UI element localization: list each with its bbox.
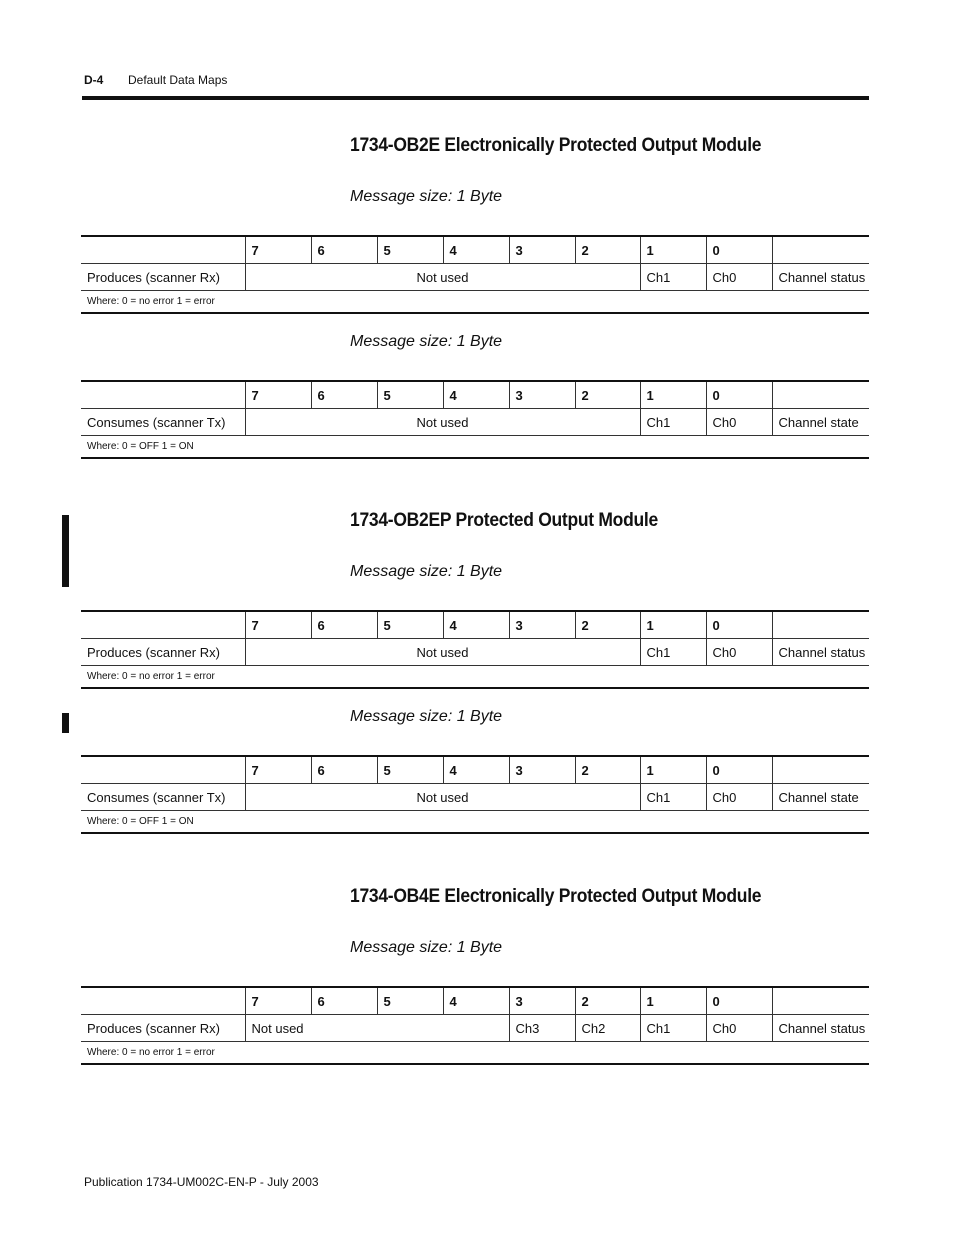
bit-1: 1	[640, 756, 706, 784]
not-used-cell: Not used	[245, 784, 640, 811]
bit-1: 1	[640, 236, 706, 264]
channel-cell: Ch2	[575, 1015, 640, 1042]
data-row	[81, 784, 869, 811]
status-header	[772, 236, 869, 264]
not-used-cell: Not used	[245, 1015, 509, 1042]
status-header	[772, 987, 869, 1015]
note-row	[81, 291, 869, 314]
section-title: 1734-OB2E Electronically Protected Output Module	[350, 135, 762, 156]
bit-2: 2	[575, 236, 640, 264]
data-map-table	[81, 380, 869, 459]
bit-1: 1	[640, 381, 706, 409]
data-row	[81, 409, 869, 436]
header-rule	[82, 96, 869, 100]
bit-3: 3	[509, 611, 575, 639]
status-label: Channel state	[772, 409, 869, 436]
data-row	[81, 639, 869, 666]
bit-0: 0	[706, 611, 772, 639]
bit-4: 4	[443, 611, 509, 639]
channel-cell: Ch0	[706, 264, 772, 291]
bit-7: 7	[245, 381, 311, 409]
note-row	[81, 436, 869, 459]
row-label-header	[81, 381, 245, 409]
bit-2: 2	[575, 381, 640, 409]
section-title: 1734-OB2EP Protected Output Module	[350, 510, 658, 531]
bit-header-row	[81, 756, 869, 784]
note-row	[81, 811, 869, 834]
bit-1: 1	[640, 987, 706, 1015]
table-note: Where: 0 = no error 1 = error	[81, 1042, 869, 1065]
bit-5: 5	[377, 756, 443, 784]
not-used-cell: Not used	[245, 264, 640, 291]
change-bar	[62, 515, 69, 587]
status-header	[772, 381, 869, 409]
bit-2: 2	[575, 756, 640, 784]
channel-cell: Ch1	[640, 264, 706, 291]
row-label: Produces (scanner Rx)	[81, 264, 245, 291]
row-label: Consumes (scanner Tx)	[81, 784, 245, 811]
bit-4: 4	[443, 381, 509, 409]
table-note: Where: 0 = OFF 1 = ON	[81, 436, 869, 459]
bit-6: 6	[311, 987, 377, 1015]
publication-footer: Publication 1734-UM002C-EN-P - July 2003	[84, 1175, 319, 1189]
bit-6: 6	[311, 611, 377, 639]
bit-1: 1	[640, 611, 706, 639]
page-number: D-4	[84, 73, 104, 87]
row-label-header	[81, 611, 245, 639]
bit-6: 6	[311, 236, 377, 264]
data-map-table	[81, 986, 869, 1065]
bit-5: 5	[377, 236, 443, 264]
data-map-table	[81, 235, 869, 314]
not-used-cell: Not used	[245, 409, 640, 436]
bit-3: 3	[509, 756, 575, 784]
channel-cell: Ch0	[706, 784, 772, 811]
row-label: Produces (scanner Rx)	[81, 639, 245, 666]
bit-0: 0	[706, 756, 772, 784]
status-label: Channel status	[772, 639, 869, 666]
row-label: Consumes (scanner Tx)	[81, 409, 245, 436]
channel-cell: Ch1	[640, 784, 706, 811]
note-row	[81, 1042, 869, 1065]
bit-7: 7	[245, 611, 311, 639]
data-row	[81, 264, 869, 291]
channel-cell: Ch1	[640, 639, 706, 666]
section-title: 1734-OB4E Electronically Protected Output Module	[350, 886, 762, 907]
bit-5: 5	[377, 987, 443, 1015]
bit-header-row	[81, 611, 869, 639]
status-header	[772, 756, 869, 784]
message-size-label: Message size: 1 Byte	[350, 563, 503, 580]
row-label-header	[81, 236, 245, 264]
row-label-header	[81, 987, 245, 1015]
bit-2: 2	[575, 611, 640, 639]
bit-4: 4	[443, 756, 509, 784]
bit-header-row	[81, 987, 869, 1015]
note-row	[81, 666, 869, 689]
message-size-label: Message size: 1 Byte	[350, 939, 503, 956]
row-label-header	[81, 756, 245, 784]
bit-header-row	[81, 381, 869, 409]
channel-cell: Ch1	[640, 409, 706, 436]
bit-7: 7	[245, 236, 311, 264]
status-label: Channel state	[772, 784, 869, 811]
status-label: Channel status	[772, 264, 869, 291]
bit-3: 3	[509, 987, 575, 1015]
bit-5: 5	[377, 611, 443, 639]
status-header	[772, 611, 869, 639]
bit-6: 6	[311, 381, 377, 409]
running-header-title: Default Data Maps	[128, 73, 228, 87]
bit-0: 0	[706, 381, 772, 409]
row-label: Produces (scanner Rx)	[81, 1015, 245, 1042]
bit-7: 7	[245, 756, 311, 784]
bit-3: 3	[509, 381, 575, 409]
data-row	[81, 1015, 869, 1042]
message-size-label: Message size: 1 Byte	[350, 188, 503, 205]
bit-7: 7	[245, 987, 311, 1015]
channel-cell: Ch0	[706, 639, 772, 666]
bit-0: 0	[706, 987, 772, 1015]
bit-header-row	[81, 236, 869, 264]
bit-2: 2	[575, 987, 640, 1015]
data-map-table	[81, 610, 869, 689]
message-size-label: Message size: 1 Byte	[350, 708, 503, 725]
bit-0: 0	[706, 236, 772, 264]
change-bar	[62, 713, 69, 733]
table-note: Where: 0 = no error 1 = error	[81, 291, 869, 314]
bit-4: 4	[443, 987, 509, 1015]
message-size-label: Message size: 1 Byte	[350, 333, 503, 350]
channel-cell: Ch0	[706, 409, 772, 436]
bit-3: 3	[509, 236, 575, 264]
status-label: Channel status	[772, 1015, 869, 1042]
table-note: Where: 0 = OFF 1 = ON	[81, 811, 869, 834]
channel-cell: Ch3	[509, 1015, 575, 1042]
channel-cell: Ch1	[640, 1015, 706, 1042]
table-note: Where: 0 = no error 1 = error	[81, 666, 869, 689]
channel-cell: Ch0	[706, 1015, 772, 1042]
bit-4: 4	[443, 236, 509, 264]
data-map-table	[81, 755, 869, 834]
bit-5: 5	[377, 381, 443, 409]
not-used-cell: Not used	[245, 639, 640, 666]
bit-6: 6	[311, 756, 377, 784]
